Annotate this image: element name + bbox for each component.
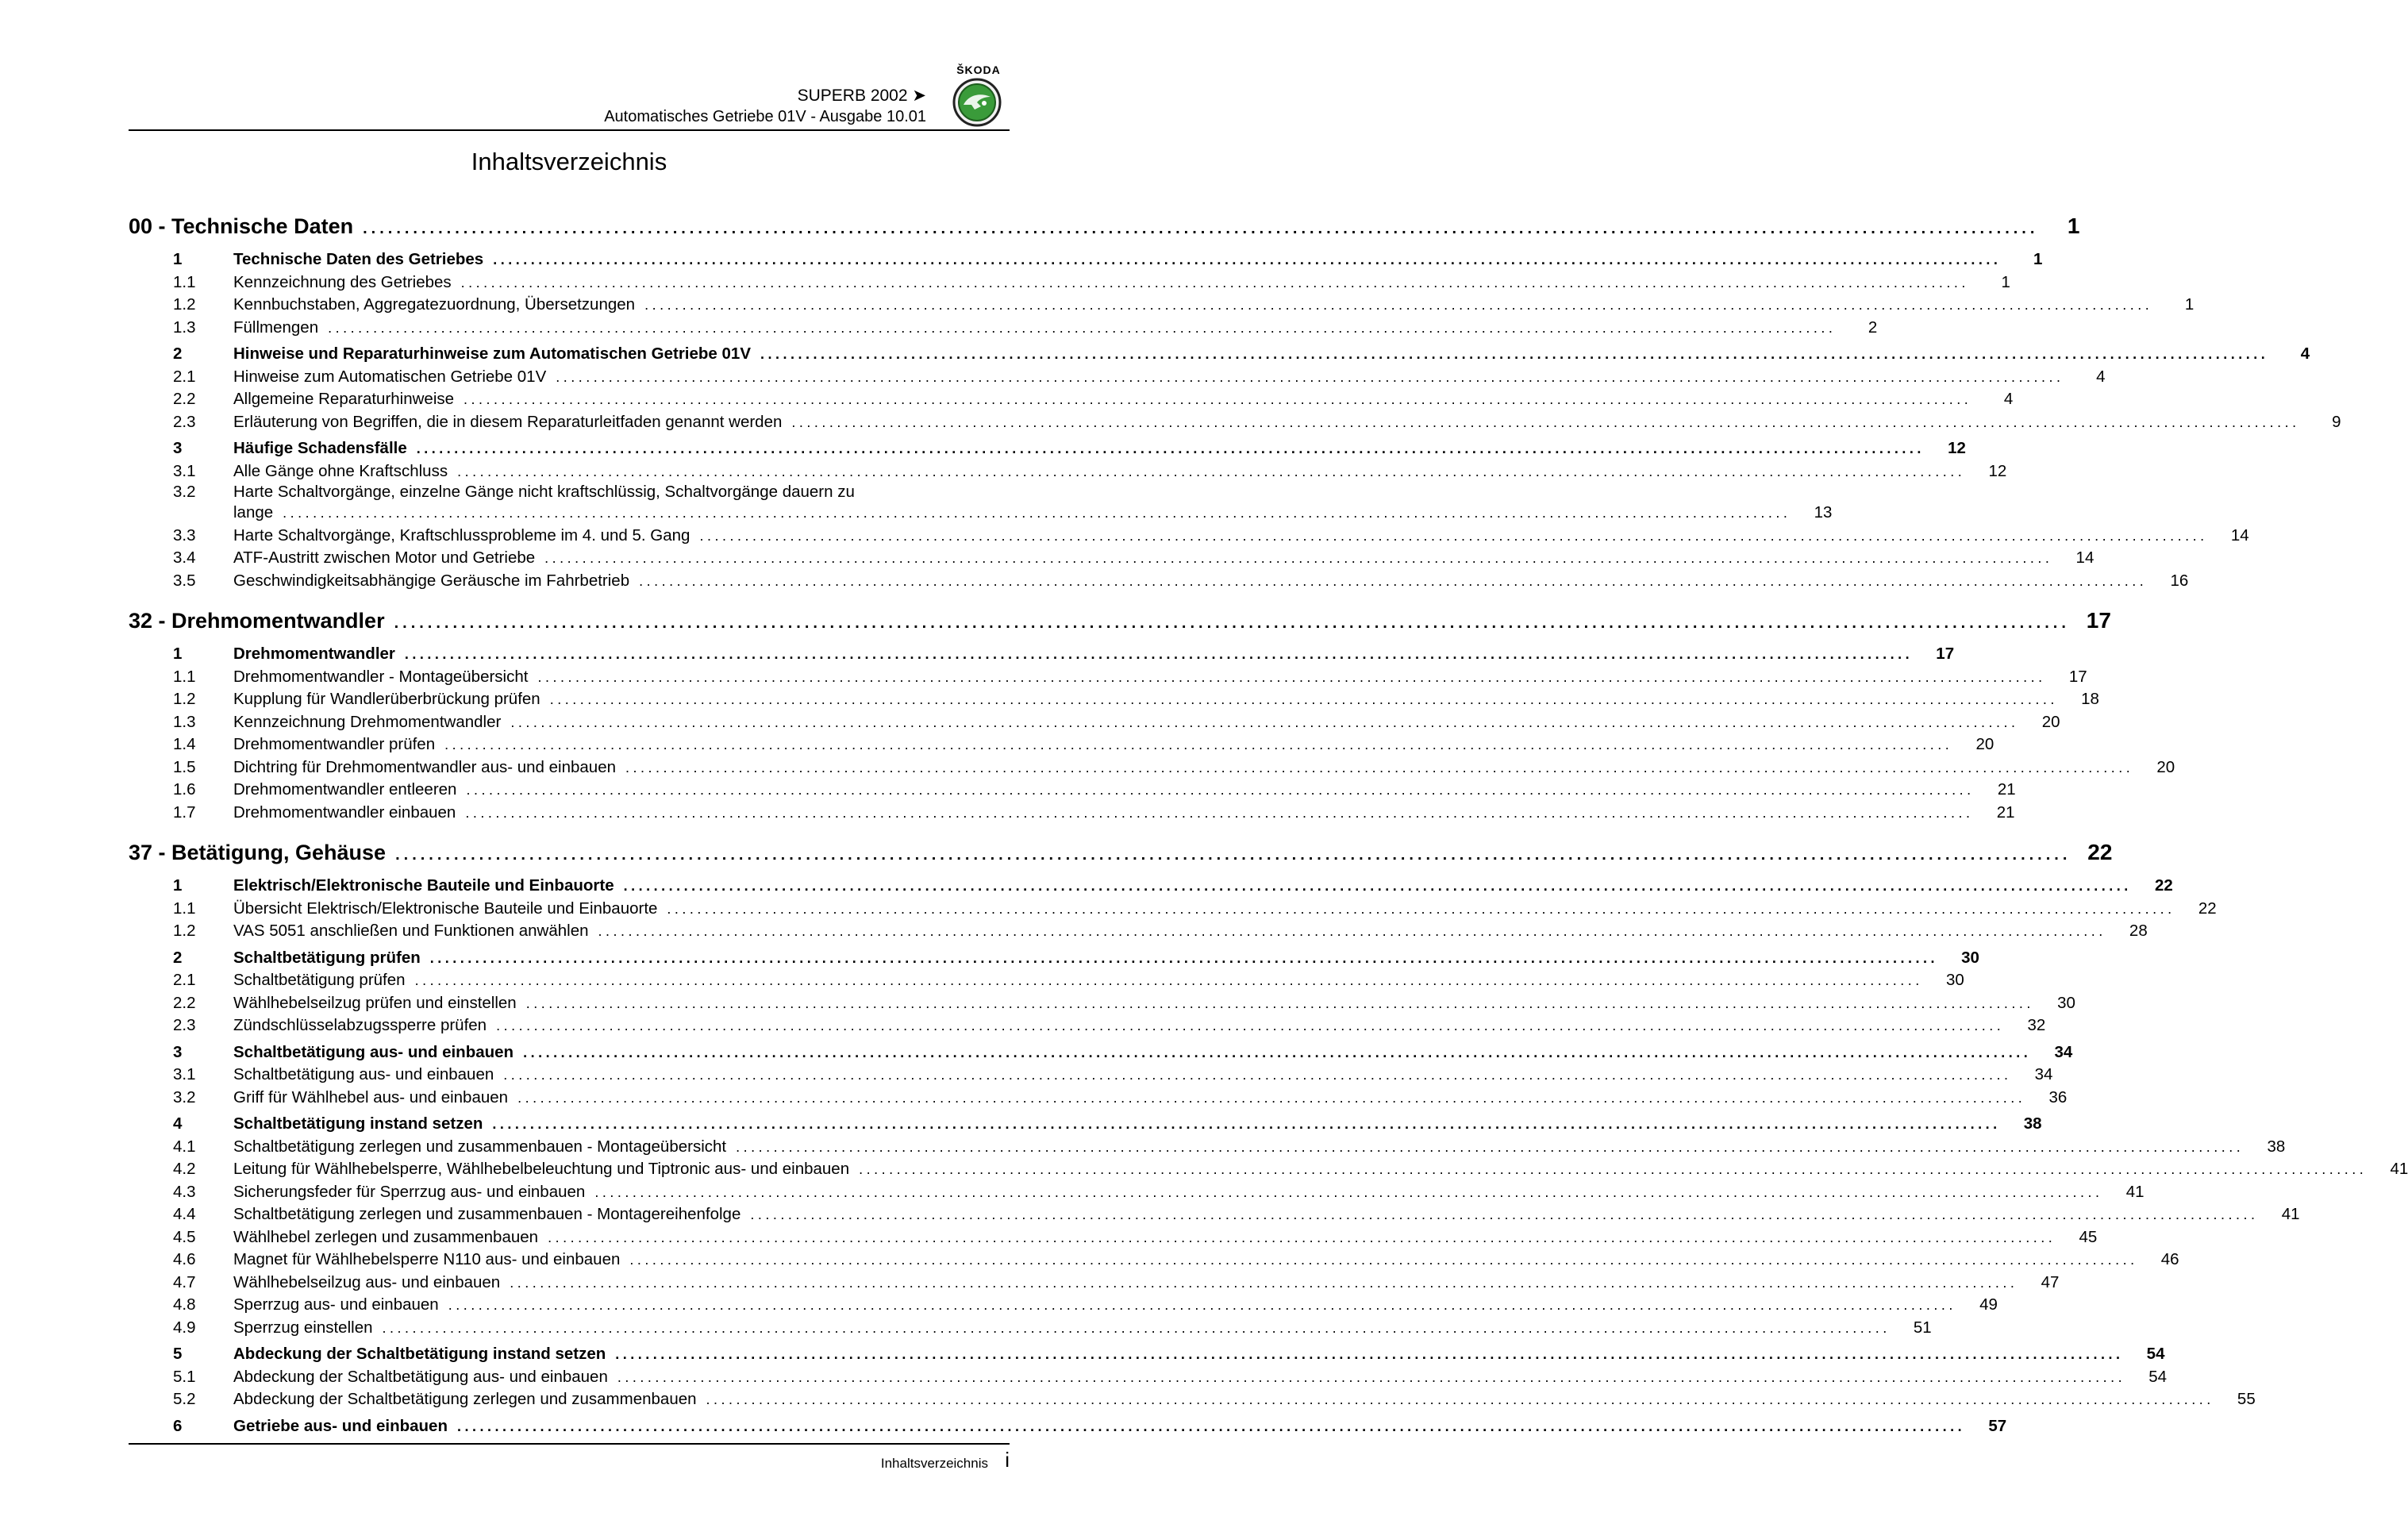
toc-page-number[interactable]: 22 xyxy=(2198,899,2217,918)
toc-entry-title[interactable]: Drehmomentwandler entleeren xyxy=(233,780,457,799)
toc-dot-leader: ........................................................................................................................................................................................................ xyxy=(598,923,2106,939)
toc-entry[interactable] xyxy=(129,1226,2098,1249)
toc-entry-title[interactable]: Getriebe aus- und einbauen xyxy=(233,1416,448,1435)
toc-page-number[interactable]: 20 xyxy=(1975,735,1994,753)
toc-entry-title[interactable]: Leitung für Wählhebelsperre, Wählhebelbeleuchtung und Tiptronic aus- und einbauen xyxy=(233,1160,850,1178)
toc-entry-title[interactable]: Kupplung für Wandlerüberbrückung prüfen xyxy=(233,690,540,708)
toc-page-number[interactable]: 4 xyxy=(2003,390,2014,408)
toc-section[interactable] xyxy=(129,1113,2042,1136)
toc-page-number[interactable]: 46 xyxy=(2160,1250,2179,1268)
toc-dot-leader: ........................................................................................................................................................................................................ xyxy=(760,346,2269,362)
toc-entry-number: 1.5 xyxy=(173,757,196,776)
toc-entry-number: 3.5 xyxy=(173,571,196,590)
toc-page-number[interactable]: 54 xyxy=(2148,1367,2168,1386)
toc-page-number[interactable]: 45 xyxy=(2079,1227,2098,1246)
toc-dot-leader: ........................................................................................................................................................................................................ xyxy=(404,646,1914,662)
toc-page-number[interactable]: 30 xyxy=(2057,993,2075,1012)
toc-entry-number: 2 xyxy=(173,344,183,363)
toc-section[interactable] xyxy=(129,947,1979,970)
toc-dot-leader: ........................................................................................................................................................................................................ xyxy=(464,391,1972,407)
toc-entry-title[interactable]: 32 - Drehmomentwandler xyxy=(129,609,385,633)
toc-chapter[interactable] xyxy=(129,605,2111,639)
toc-entry-number: 5 xyxy=(173,1345,183,1363)
toc-entry-title[interactable]: Sperrzug einstellen xyxy=(233,1318,373,1337)
toc-dot-leader: ........................................................................................................................................................................................................ xyxy=(457,463,1966,479)
toc-entry-number: 1.4 xyxy=(173,735,196,753)
toc-entry-title[interactable]: Erläuterung von Begriffen, die in diesem Reparaturleitfaden genannt werden xyxy=(233,412,783,431)
toc-page-number[interactable]: 12 xyxy=(1988,461,2007,480)
toc-entry[interactable] xyxy=(129,366,2106,389)
toc-entry[interactable] xyxy=(129,802,2015,825)
toc-entry-number: 1.7 xyxy=(173,802,196,822)
toc-entry-number: 2.1 xyxy=(173,971,196,989)
toc-dot-leader: ........................................................................................................................................................................................................ xyxy=(629,1252,2138,1268)
toc-entry-number: 2.3 xyxy=(173,412,196,431)
toc-entry-title[interactable]: Kennbuchstaben, Aggregatezuordnung, Übersetzungen xyxy=(233,295,636,314)
header-subtitle: Automatisches Getriebe 01V - Ausgabe 10.01 xyxy=(604,108,926,125)
toc-entry[interactable] xyxy=(129,547,2094,570)
toc-entry-title[interactable]: Griff für Wählhebel aus- und einbauen xyxy=(233,1087,509,1106)
toc-dot-leader: ........................................................................................................................................................................................................ xyxy=(699,527,2208,544)
toc-entry-title[interactable]: Übersicht Elektrisch/Elektronische Bauteile und Einbauorte xyxy=(233,899,658,918)
toc-entry-title[interactable]: Schaltbetätigung prüfen xyxy=(233,971,406,989)
toc-entry-number: 4.2 xyxy=(173,1160,196,1178)
toc-entry-number: 1 xyxy=(173,876,183,895)
toc-page-number[interactable]: 1 xyxy=(2067,214,2080,238)
footer-page-number: i xyxy=(1005,1448,1010,1472)
toc-dot-leader: ........................................................................................................................................................................................................ xyxy=(456,1418,1966,1434)
toc-dot-leader: ........................................................................................................................................................................................................ xyxy=(644,297,2153,313)
arrow-icon: ➤ xyxy=(912,87,926,105)
toc-page-number[interactable]: 21 xyxy=(1996,802,2015,822)
table-of-contents xyxy=(129,210,2408,1437)
toc-dot-leader: ........................................................................................................................................................................................................ xyxy=(395,846,2071,864)
toc-page-number[interactable]: 34 xyxy=(2054,1042,2073,1061)
toc-dot-leader: ........................................................................................................................................................................................................ xyxy=(623,878,2132,894)
toc-entry-title[interactable]: Schaltbetätigung zerlegen und zusammenbauen - Montageübersicht xyxy=(233,1137,727,1156)
toc-page-number[interactable]: 21 xyxy=(1997,780,2016,799)
toc-dot-leader: ........................................................................................................................................................................................................ xyxy=(615,1346,2124,1362)
toc-page-number[interactable]: 17 xyxy=(2068,667,2087,686)
toc-dot-leader: ........................................................................................................................................................................................................ xyxy=(394,614,2070,632)
toc-dot-leader: ........................................................................................................................................................................................................ xyxy=(667,900,2175,917)
toc-page-number[interactable]: 28 xyxy=(2129,922,2148,940)
footer-rule xyxy=(129,1443,1010,1445)
toc-dot-leader: ........................................................................................................................................................................................................ xyxy=(548,1229,2056,1245)
toc-dot-leader: ........................................................................................................................................................................................................ xyxy=(466,782,1975,798)
toc-entry-number: 3.2 xyxy=(173,1087,196,1106)
toc-page-number[interactable]: 41 xyxy=(2281,1205,2300,1223)
toc-entry-title[interactable]: Elektrisch/Elektronische Bauteile und Einbauorte xyxy=(233,876,614,895)
toc-entry[interactable] xyxy=(129,992,2075,1015)
toc-dot-leader: ........................................................................................................................................................................................................ xyxy=(460,274,1969,291)
toc-entry-number: 3.2 xyxy=(173,483,196,501)
toc-dot-leader: ........................................................................................................................................................................................................ xyxy=(414,972,1923,988)
toc-page-number[interactable]: 20 xyxy=(2041,712,2060,731)
toc-entry-title[interactable]: Wählhebel zerlegen und zusammenbauen xyxy=(233,1227,539,1246)
toc-dot-leader: ........................................................................................................................................................................................................ xyxy=(429,949,1938,966)
toc-dot-leader: ........................................................................................................................................................................................................ xyxy=(363,220,2039,237)
toc-entry-title[interactable]: Abdeckung der Schaltbetätigung aus- und einbauen xyxy=(233,1367,608,1386)
toc-entry-title[interactable]: Dichtring für Drehmomentwandler aus- und einbauen xyxy=(233,757,617,776)
toc-entry-title[interactable]: Sicherungsfeder für Sperrzug aus- und einbauen xyxy=(233,1182,586,1201)
toc-entry-title[interactable]: Abdeckung der Schaltbetätigung zerlegen und zusammenbauen xyxy=(233,1390,697,1408)
toc-entry-number: 1.2 xyxy=(173,922,196,940)
toc-dot-leader: ........................................................................................................................................................................................................ xyxy=(617,1368,2126,1385)
toc-entry-title[interactable]: Schaltbetätigung aus- und einbauen xyxy=(233,1042,514,1061)
toc-entry[interactable] xyxy=(129,271,2010,294)
toc-dot-leader: ........................................................................................................................................................................................................ xyxy=(791,414,2300,430)
toc-dot-leader: ........................................................................................................................................................................................................ xyxy=(594,1183,2103,1200)
toc-entry[interactable] xyxy=(129,688,2099,711)
toc-page-number[interactable]: 49 xyxy=(1979,1295,1998,1314)
toc-entry-title[interactable]: Kennzeichnung Drehmomentwandler xyxy=(233,712,502,731)
toc-entry[interactable] xyxy=(129,1294,1998,1317)
header xyxy=(604,86,926,127)
toc-dot-leader: ........................................................................................................................................................................................................ xyxy=(706,1391,2214,1407)
brand-wordmark: ŠKODA xyxy=(956,64,1001,76)
toc-entry-number: 3.3 xyxy=(173,525,196,545)
toc-entry-number: 4.8 xyxy=(173,1295,196,1314)
toc-section[interactable] xyxy=(129,437,1966,460)
toc-entry-number: 1.6 xyxy=(173,780,196,799)
toc-dot-leader: ........................................................................................................................................................................................................ xyxy=(382,1319,1891,1336)
toc-entry-title[interactable]: Wählhebelseilzug prüfen und einstellen xyxy=(233,993,517,1012)
toc-entry-title[interactable]: Hinweise zum Automatischen Getriebe 01V xyxy=(233,367,547,386)
toc-section[interactable] xyxy=(129,343,2310,366)
toc-entry[interactable] xyxy=(129,666,2087,689)
toc-entry[interactable] xyxy=(129,460,2007,483)
toc-entry-number: 5.2 xyxy=(173,1390,196,1408)
toc-entry[interactable] xyxy=(129,525,2249,548)
toc-page-number[interactable]: 22 xyxy=(2087,840,2113,864)
toc-entry-number: 1.3 xyxy=(173,318,196,337)
toc-page-number[interactable]: 4 xyxy=(2300,344,2310,363)
toc-dot-leader: ........................................................................................................................................................................................................ xyxy=(503,1067,2012,1083)
toc-entry[interactable] xyxy=(129,969,1964,992)
toc-entry-number: 1.3 xyxy=(173,712,196,731)
toc-dot-leader: ........................................................................................................................................................................................................ xyxy=(328,319,1837,336)
toc-page-number[interactable]: 12 xyxy=(1948,439,1966,457)
toc-entry[interactable] xyxy=(129,1272,2060,1295)
toc-entry[interactable] xyxy=(129,502,1833,525)
toc-dot-leader: ........................................................................................................................................................................................................ xyxy=(750,1206,2259,1222)
toc-entry-title[interactable]: Harte Schaltvorgänge, einzelne Gänge nicht kraftschlüssig, Schaltvorgänge dauern zu xyxy=(233,483,855,501)
toc-entry[interactable] xyxy=(129,388,2014,411)
toc-page-number[interactable]: 41 xyxy=(2390,1160,2408,1178)
toc-page-number[interactable]: 51 xyxy=(1913,1318,1932,1337)
toc-dot-leader: ........................................................................................................................................................................................................ xyxy=(523,1044,2032,1060)
toc-entry-title[interactable]: Schaltbetätigung aus- und einbauen xyxy=(233,1065,494,1083)
toc-entry-number: 3.1 xyxy=(173,1065,196,1083)
skoda-logo-icon xyxy=(952,78,1002,127)
toc-page-number[interactable]: 30 xyxy=(1945,971,1964,989)
toc-entry-number: 5.1 xyxy=(173,1367,196,1386)
toc-dot-leader: ........................................................................................................................................................................................................ xyxy=(492,1116,2001,1132)
toc-entry[interactable] xyxy=(129,1087,2068,1110)
toc-entry-number: 1.2 xyxy=(173,295,196,314)
toc-entry[interactable] xyxy=(129,294,2195,317)
toc-entry-number: 4.5 xyxy=(173,1227,196,1246)
toc-dot-leader: ........................................................................................................................................................................................................ xyxy=(510,1274,2018,1291)
toc-dot-leader: ........................................................................................................................................................................................................ xyxy=(493,252,2002,267)
toc-dot-leader: ........................................................................................................................................................................................................ xyxy=(517,1089,2026,1106)
toc-entry[interactable] xyxy=(129,1249,2179,1272)
toc-entry-title[interactable]: lange xyxy=(233,503,274,521)
toc-entry-title[interactable]: Wählhebelseilzug aus- und einbauen xyxy=(233,1272,501,1291)
toc-entry[interactable] xyxy=(129,1366,2168,1389)
toc-entry-title[interactable]: Drehmomentwandler prüfen xyxy=(233,735,436,753)
header-rule xyxy=(129,129,1010,131)
toc-page-number[interactable]: 47 xyxy=(2041,1272,2060,1291)
toc-entry-title[interactable]: Häufige Schadensfälle xyxy=(233,439,407,457)
toc-entry-title[interactable]: Allgemeine Reparaturhinweise xyxy=(233,390,455,408)
toc-entry[interactable] xyxy=(129,411,2341,434)
toc-page-number[interactable]: 20 xyxy=(2156,757,2175,776)
toc-entry-number: 4.4 xyxy=(173,1205,196,1223)
toc-entry[interactable] xyxy=(129,756,2175,779)
toc-entry-number: 2.1 xyxy=(173,367,196,386)
toc-entry-number: 4.3 xyxy=(173,1182,196,1201)
toc-entry-title[interactable]: Schaltbetätigung zerlegen und zusammenbauen - Montagereihenfolge xyxy=(233,1205,741,1223)
toc-entry-title[interactable]: 37 - Betätigung, Gehäuse xyxy=(129,841,387,864)
toc-page-number[interactable]: 17 xyxy=(1936,645,1955,663)
toc-entry-number: 4.6 xyxy=(173,1250,196,1268)
toc-dot-leader: ........................................................................................................................................................................................................ xyxy=(736,1138,2245,1155)
toc-entry[interactable] xyxy=(129,1317,1932,1340)
toc-page-number[interactable]: 1 xyxy=(2184,295,2195,314)
toc-page-number[interactable]: 36 xyxy=(2048,1087,2068,1106)
toc-entry-title[interactable]: Abdeckung der Schaltbetätigung instand setzen xyxy=(233,1345,606,1363)
toc-entry-number: 1.1 xyxy=(173,667,196,686)
toc-page-number[interactable]: 14 xyxy=(2075,548,2094,567)
toc-dot-leader: ........................................................................................................................................................................................................ xyxy=(625,759,2134,775)
toc-entry-number: 1.1 xyxy=(173,899,196,918)
toc-entry-number: 4.1 xyxy=(173,1137,196,1156)
toc-dot-leader: ........................................................................................................................................................................................................ xyxy=(859,1161,2368,1177)
toc-entry-title[interactable]: Geschwindigkeitsabhängige Geräusche im Fahrbetrieb xyxy=(233,571,630,590)
toc-dot-leader: ........................................................................................................................................................................................................ xyxy=(556,368,2064,385)
toc-entry-title[interactable]: Alle Gänge ohne Kraftschluss xyxy=(233,461,448,480)
toc-entry-number: 6 xyxy=(173,1416,183,1435)
toc-entry[interactable] xyxy=(129,1181,2145,1204)
toc-entry-number: 3.1 xyxy=(173,461,196,480)
toc-entry[interactable] xyxy=(129,1064,2053,1087)
toc-entry-title[interactable]: Kennzeichnung des Getriebes xyxy=(233,272,452,291)
toc-section[interactable] xyxy=(129,643,1955,666)
toc-entry-number: 4.9 xyxy=(173,1318,196,1337)
toc-entry-number: 3.4 xyxy=(173,548,196,567)
toc-section[interactable] xyxy=(129,1041,2073,1064)
toc-page-number[interactable]: 38 xyxy=(2023,1114,2042,1133)
toc-entry-title[interactable]: Füllmengen xyxy=(233,318,319,337)
header-title: SUPERB 2002 ➤ xyxy=(797,87,926,105)
toc-entry-number: 2 xyxy=(173,948,183,967)
toc-entry-number: 4 xyxy=(173,1114,183,1133)
toc-entry-number: 2.3 xyxy=(173,1016,196,1034)
toc-entry-title[interactable]: VAS 5051 anschließen und Funktionen anwählen xyxy=(233,922,589,940)
toc-entry-number: 2.2 xyxy=(173,993,196,1012)
toc-page-number[interactable]: 54 xyxy=(2146,1345,2165,1363)
toc-dot-leader: ........................................................................................................................................................................................................ xyxy=(639,572,2148,589)
toc-chapter[interactable] xyxy=(129,210,2080,244)
toc-page-number[interactable]: 22 xyxy=(2155,876,2173,895)
toc-entry-title[interactable]: Drehmomentwandler xyxy=(233,645,395,663)
toc-page-number[interactable]: 57 xyxy=(1988,1416,2007,1435)
toc-entry-title[interactable]: Hinweise und Reparaturhinweise zum Automatischen Getriebe 01V xyxy=(233,344,751,363)
toc-dot-leader: ........................................................................................................................................................................................................ xyxy=(537,668,2046,685)
toc-entry-number: 4.7 xyxy=(173,1272,196,1291)
toc-page-number[interactable]: 55 xyxy=(2237,1390,2256,1408)
toc-entry[interactable] xyxy=(129,920,2148,943)
toc-entry-number: 1 xyxy=(173,645,183,663)
toc-page-number[interactable]: 1 xyxy=(2033,250,2043,268)
toc-section[interactable] xyxy=(129,875,2173,898)
toc-entry-title[interactable]: ATF-Austritt zwischen Motor und Getriebe xyxy=(233,548,536,567)
toc-page-number[interactable]: 14 xyxy=(2230,525,2249,545)
page-title: Inhaltsverzeichnis xyxy=(471,148,667,175)
toc-entry-title[interactable]: Drehmomentwandler einbauen xyxy=(233,802,456,822)
toc-entry[interactable] xyxy=(129,898,2217,921)
toc-dot-leader: ........................................................................................................................................................................................................ xyxy=(465,804,1974,821)
toc-page-number[interactable]: 4 xyxy=(2096,367,2106,386)
toc-entry[interactable] xyxy=(129,317,1878,340)
toc-dot-leader: ........................................................................................................................................................................................................ xyxy=(549,691,2058,707)
toc-page-number[interactable]: 18 xyxy=(2081,690,2099,708)
toc-entry-number: 1 xyxy=(173,250,183,268)
toc-entry-title[interactable]: Sperrzug aus- und einbauen xyxy=(233,1295,439,1314)
toc-page-number[interactable]: 38 xyxy=(2267,1137,2286,1156)
toc-page-number[interactable]: 30 xyxy=(1961,948,1979,967)
toc-page-number[interactable]: 32 xyxy=(2027,1016,2046,1034)
toc-entry[interactable] xyxy=(129,779,2016,802)
toc-entry[interactable] xyxy=(129,1388,2256,1411)
toc-section[interactable] xyxy=(129,248,2043,271)
toc-page-number[interactable]: 1 xyxy=(2001,272,2010,291)
toc-entry-title[interactable]: Harte Schaltvorgänge, Kraftschlussprobleme im 4. und 5. Gang xyxy=(233,525,690,545)
toc-section[interactable] xyxy=(129,1415,2007,1438)
toc-entry-title[interactable]: Drehmomentwandler - Montageübersicht xyxy=(233,667,529,686)
toc-page-number[interactable]: 9 xyxy=(2332,412,2341,431)
toc-entry[interactable] xyxy=(129,711,2060,734)
toc-entry[interactable] xyxy=(129,1158,2408,1181)
toc-entry-number: 1.2 xyxy=(173,690,196,708)
toc-entry-title[interactable]: Schaltbetätigung prüfen xyxy=(233,948,421,967)
toc-dot-leader: ........................................................................................................................................................................................................ xyxy=(496,1018,2005,1033)
toc-page-number[interactable]: 13 xyxy=(1814,503,1833,521)
toc-dot-leader: ........................................................................................................................................................................................................ xyxy=(510,714,2019,730)
toc-entry-title[interactable]: Schaltbetätigung instand setzen xyxy=(233,1114,483,1133)
toc-page-number[interactable]: 34 xyxy=(2034,1065,2053,1083)
toc-page-number[interactable]: 17 xyxy=(2086,608,2111,633)
toc-page-number[interactable]: 16 xyxy=(2170,571,2189,590)
toc-section[interactable] xyxy=(129,1343,2165,1366)
toc-entry[interactable] xyxy=(129,570,2189,593)
toc-entry[interactable] xyxy=(129,1014,2046,1037)
toc-chapter[interactable] xyxy=(129,837,2113,871)
toc-entry[interactable] xyxy=(129,733,1994,756)
toc-entry-title[interactable]: Zündschlüsselabzugssperre prüfen xyxy=(233,1016,487,1034)
toc-entry-number: 3 xyxy=(173,439,183,457)
toc-entry-number: 2.2 xyxy=(173,390,196,408)
toc-entry-number: 3 xyxy=(173,1042,183,1061)
toc-dot-leader: ........................................................................................................................................................................................................ xyxy=(448,1297,1956,1313)
toc-page-number[interactable]: 2 xyxy=(1868,318,1878,337)
toc-entry-wrapped xyxy=(129,483,1010,502)
toc-entry[interactable] xyxy=(129,1136,2286,1159)
toc-entry[interactable] xyxy=(129,1203,2300,1226)
toc-entry-title[interactable]: Technische Daten des Getriebes xyxy=(233,250,484,268)
toc-entry-title[interactable]: Magnet für Wählhebelsperre N110 aus- und einbauen xyxy=(233,1250,621,1268)
toc-dot-leader: ........................................................................................................................................................................................................ xyxy=(416,441,1925,456)
toc-page-number[interactable]: 41 xyxy=(2125,1182,2145,1201)
toc-dot-leader: ........................................................................................................................................................................................................ xyxy=(525,995,2034,1011)
toc-dot-leader: ........................................................................................................................................................................................................ xyxy=(444,737,1953,752)
toc-dot-leader: ........................................................................................................................................................................................................ xyxy=(544,550,2053,566)
toc-entry-number: 1.1 xyxy=(173,272,196,291)
footer-label: Inhaltsverzeichnis xyxy=(880,1456,988,1471)
toc-dot-leader: ........................................................................................................................................................................................................ xyxy=(283,505,1791,521)
toc-entry-title[interactable]: 00 - Technische Daten xyxy=(129,214,354,238)
